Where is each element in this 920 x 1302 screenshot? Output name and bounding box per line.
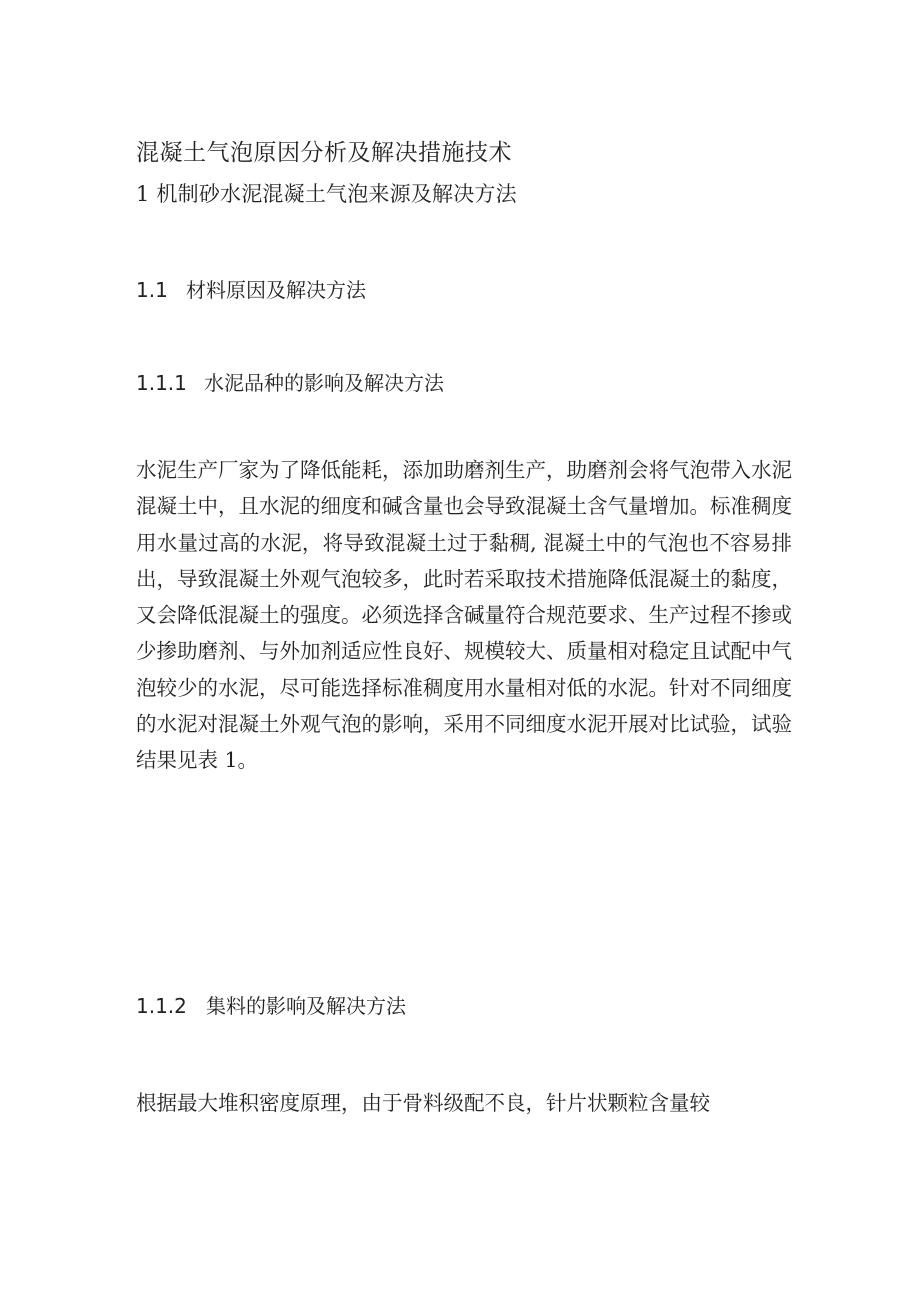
chapter-heading: 1 机制砂水泥混凝土气泡来源及解决方法 (136, 182, 517, 206)
section-number: 1.1.2 (136, 994, 187, 1018)
section-heading-1-1 (136, 274, 366, 303)
section-number: 1.1.1 (136, 371, 187, 395)
body-paragraph-aggregate: 根据最大堆积密度原理，由于骨料级配不良，针片状颗粒含量较 (136, 1091, 710, 1115)
section-heading-text: 集料的影响及解决方法 (206, 994, 406, 1018)
section-heading-text: 材料原因及解决方法 (186, 278, 366, 302)
section-heading-1-1-2 (136, 990, 406, 1019)
section-heading-1-1-1 (136, 367, 444, 396)
document-title: 混凝土气泡原因分析及解决措施技术 (136, 140, 512, 166)
section-heading-text: 水泥品种的影响及解决方法 (204, 371, 444, 395)
body-paragraph-cement: 水泥生产厂家为了降低能耗，添加助磨剂生产，助磨剂会将气泡带入水泥混凝土中，且水泥的细度和碱含量也会导致混凝土含气量增加。标准稠度用水量过高的水泥，将导致混凝土过于黏稠, 混凝土中的气泡也不容易排出，导致混凝土外观气泡较多，此时若采取技术措施降低混凝土的黏度，又会降低混凝土的强度。必须选择含碱量符合规范要求、生产过程不掺或少掺助磨剂、与外加剂适应性良好、规模较大、质量相对稳定且试配中气泡较少的水泥，尽可能选择标准稠度用水量相对低的水泥。针对不同细度的水泥对混凝土外观气泡的影响，采用不同细度水泥开展对比试验，试验结果见表 1。 (136, 458, 792, 773)
section-number: 1.1 (136, 278, 168, 302)
